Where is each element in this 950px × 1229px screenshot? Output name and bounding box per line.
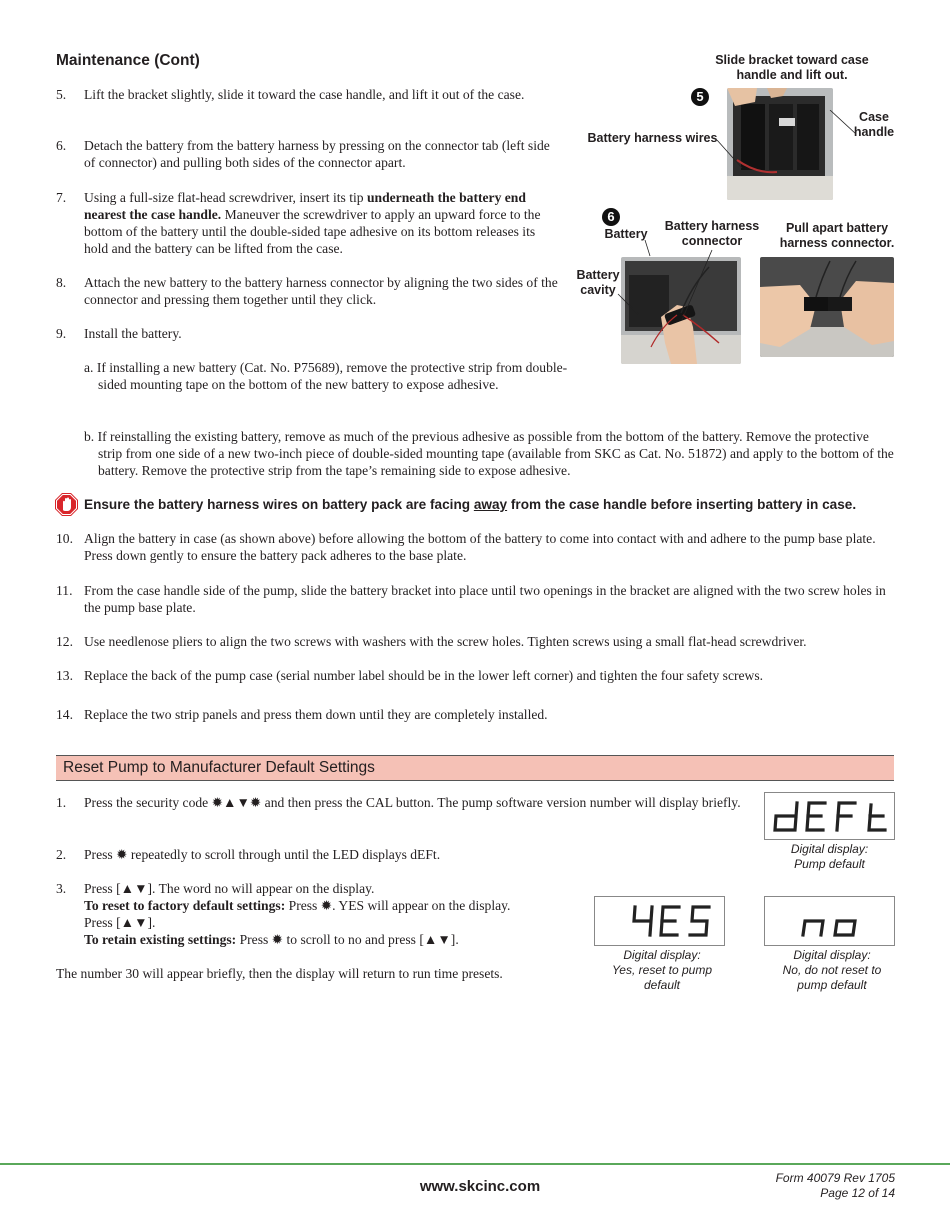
- fig6-cavity-label: Battery cavity: [576, 268, 620, 297]
- warning-emphasis: away: [473, 497, 508, 512]
- step-text: Align the battery in case (as shown above) before allowing the bottom of the battery to come into contact with and adhere to the pump base plate. Press down gently to ensure the battery pack adheres to the base plate.: [84, 531, 876, 563]
- step-number: 11.: [56, 583, 73, 598]
- step-number: 1.: [56, 795, 67, 810]
- yes-caption: [594, 948, 730, 993]
- step-text: Lift the bracket slightly, slide it toward the case handle, and lift it out of the case.: [84, 87, 525, 102]
- step-text-part: Using a full-size flat-head screwdriver, insert its tip: [84, 190, 367, 205]
- warning-text: [84, 497, 856, 512]
- step-text-bold: underneath the battery end nearest the case handle.: [84, 190, 526, 222]
- fig5-harness-wires-label: Battery harness wires: [587, 131, 718, 145]
- footer-page-number: Page 12 of 14: [820, 1186, 895, 1200]
- step-text-part: Maneuver the screwdriver to apply an upward force to the bottom of the battery until the double-sided tape adhesive on its bottom releases its hold and the battery can be lifted from the case.: [84, 207, 541, 256]
- step-line: [84, 931, 584, 948]
- step-number: 14.: [56, 707, 73, 722]
- step-9a: a. If installing a new battery (Cat. No. P75689), remove the protective strip from double-sided mounting tape on the bottom of the new battery to expose adhesive.: [84, 360, 568, 392]
- fig6-battery-label: Battery: [604, 227, 648, 241]
- step-number: 2.: [56, 847, 67, 862]
- caption-line: default: [643, 978, 681, 992]
- fig6-harness-connector-label: Battery harness connector: [664, 219, 760, 248]
- fig6-pull-apart-photo: [760, 257, 894, 357]
- step-text: Replace the back of the pump case (serial number label should be in the lower left corner) and tighten the four safety screws.: [84, 668, 764, 683]
- figure-5-number: 5: [691, 88, 709, 106]
- step-number: 9.: [56, 326, 67, 341]
- step-text: From the case handle side of the pump, slide the battery bracket into place until two openings in the bracket are aligned with the two screw holes in the pump base plate.: [84, 583, 886, 615]
- step-text: Detach the battery from the battery harness by pressing on the connector tab (left side of connector) and pulling both sides of the connector apart.: [84, 138, 550, 170]
- caption-line: Yes, reset to pump: [611, 963, 713, 977]
- step-number: 13.: [56, 668, 73, 683]
- step-text-bold: To reset to factory default settings:: [84, 898, 286, 913]
- step-number: 10.: [56, 531, 73, 546]
- step-text: Install the battery.: [84, 326, 182, 341]
- footer-form-info: [700, 1171, 895, 1201]
- warning-text-part: from the case handle before inserting battery in case.: [507, 497, 857, 512]
- step-number: 7.: [56, 190, 67, 205]
- section-title-maintenance: Maintenance (Cont): [56, 52, 200, 69]
- footer-url[interactable]: www.skcinc.com: [419, 1178, 541, 1195]
- step-text: [84, 880, 584, 948]
- reset-section-title: Reset Pump to Manufacturer Default Settings: [63, 759, 375, 776]
- lcd-no-glyphs: [765, 897, 894, 945]
- figure-6-number: 6: [602, 208, 620, 226]
- step-text-part: Press ✹ to scroll to no and press [▲▼].: [236, 932, 459, 947]
- step-text: Attach the new battery to the battery harness connector by aligning the two sides of the connector and pressing them together until they click.: [84, 275, 558, 307]
- reset-section-header: [56, 755, 894, 781]
- step-line: [84, 897, 584, 914]
- warning-text-part: Ensure the battery harness wires on battery pack are facing: [84, 497, 474, 512]
- footer-divider: [0, 1163, 950, 1165]
- step-text: Replace the two strip panels and press them down until they are completely installed.: [84, 707, 548, 722]
- step-number: 12.: [56, 634, 73, 649]
- caption-line: Pump default: [794, 857, 865, 871]
- deft-caption: [764, 842, 895, 872]
- step-text-bold: To retain existing settings:: [84, 932, 237, 947]
- lcd-display-no: [764, 896, 895, 946]
- caption-line: Digital display:: [793, 948, 871, 962]
- caption-line: No, do not reset to: [782, 963, 882, 977]
- caption-line: pump default: [797, 978, 867, 992]
- caption-line: Digital display:: [790, 842, 869, 856]
- step-text: Press ✹ repeatedly to scroll through until the LED displays dEFt.: [84, 847, 441, 862]
- step-text: Press the security code ✹▲▼✹ and then press the CAL button. The pump software version number will display briefly.: [84, 795, 741, 810]
- fig6-pull-apart-label: Pull apart battery harness connector.: [779, 221, 895, 250]
- caption-line: Digital display:: [623, 948, 701, 962]
- footer-form: Form 40079 Rev 1705: [775, 1171, 895, 1185]
- lcd-deft-glyphs: [765, 793, 894, 839]
- lcd-display-deft: [764, 792, 895, 840]
- fig5-top-label: Slide bracket toward case handle and lift out.: [715, 53, 869, 82]
- step-text: [84, 189, 562, 257]
- step-number: 5.: [56, 87, 67, 102]
- step-number: 8.: [56, 275, 67, 290]
- reset-final-note: The number 30 will appear briefly, then the display will return to run time presets.: [56, 966, 503, 981]
- no-caption: [764, 948, 900, 993]
- step-9b: b. If reinstalling the existing battery, remove as much of the previous adhesive as possible from the bottom of the battery. Remove the protective strip from one side of a new two-inch piece of double-sided mounting tape (available from SKC as Cat. No. 51872) and apply to the bottom of the battery. Remove the protective strip from the tape’s remaining side to expose adhesive.: [84, 429, 894, 478]
- lcd-yes-glyphs: [595, 897, 724, 945]
- fig5-case-handle-label: Case handle: [853, 110, 895, 139]
- stop-hand-icon: [55, 493, 78, 516]
- lcd-display-yes: [594, 896, 725, 946]
- step-text-part: Press ✹. YES will appear on the display.: [285, 898, 511, 913]
- step-line: Press [▲▼].: [84, 915, 156, 930]
- step-number: 3.: [56, 881, 67, 896]
- fig6-leader-lines: [612, 240, 732, 330]
- step-text: Use needlenose pliers to align the two screws with washers with the screw holes. Tighten screws using a small flat-head screwdriver.: [84, 634, 807, 649]
- step-line: Press [▲▼]. The word no will appear on the display.: [84, 881, 375, 896]
- step-number: 6.: [56, 138, 67, 153]
